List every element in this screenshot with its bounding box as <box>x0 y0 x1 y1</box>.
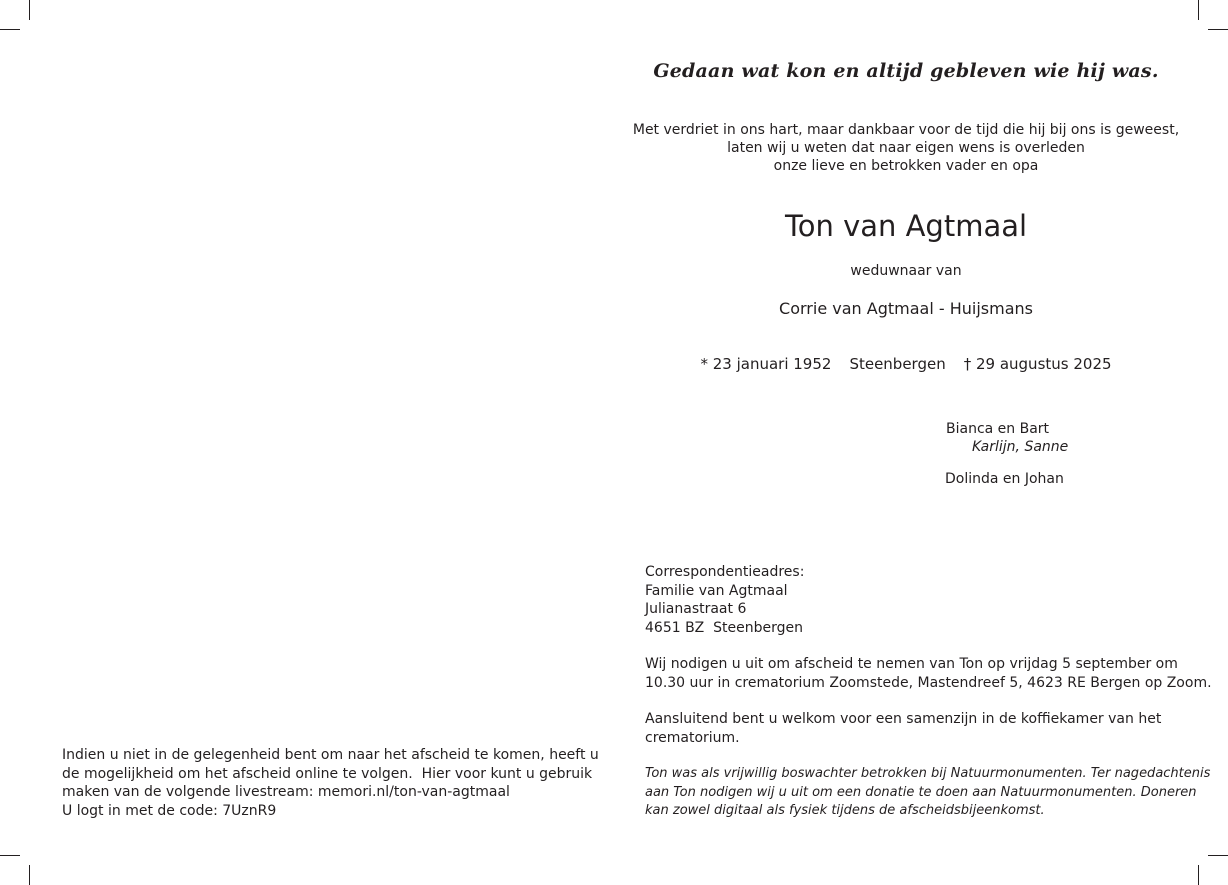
intro-text <box>620 121 1192 175</box>
livestream-info <box>62 746 599 820</box>
deceased-name: Ton van Agtmaal <box>784 209 1028 243</box>
crop-mark <box>29 0 30 20</box>
livestream-code: U logt in met de code: 7UznR9 <box>62 802 277 819</box>
crop-mark <box>1208 29 1228 30</box>
crop-mark <box>0 29 20 30</box>
spouse-name: Corrie van Agtmaal - Huijsmans <box>779 299 1033 318</box>
crop-mark <box>0 855 20 856</box>
gathering-text <box>645 710 1167 747</box>
life-dates <box>646 355 1166 373</box>
gathering-line: Aansluitend bent u welkom voor een samenzijn in de koffiekamer van het <box>645 711 1162 727</box>
birth-place: Steenbergen <box>849 355 946 373</box>
motto: Gedaan wat kon en altijd gebleven wie hij was. <box>653 60 1159 82</box>
crop-mark <box>29 865 30 885</box>
address-street: Julianastraat 6 <box>645 601 747 617</box>
donation-text <box>645 765 1211 821</box>
death-date: † 29 augustus 2025 <box>963 355 1112 373</box>
address-label: Correspondentieadres: <box>645 564 805 580</box>
donation-line: aan Ton nodigen wij u uit om een donatie te doen aan Natuurmonumenten. Doneren <box>645 784 1197 800</box>
grandchildren: Karlijn, Sanne <box>972 439 1069 455</box>
family-couple: Dolinda en Johan <box>945 471 1064 487</box>
livestream-line: Indien u niet in de gelegenheid bent om naar het afscheid te komen, heeft u <box>62 747 599 763</box>
livestream-line: de mogelijkheid om het afscheid online te volgen. Hier voor kunt u gebruik <box>62 765 593 782</box>
donation-line: Ton was als vrijwillig boswachter betrokken bij Natuurmonumenten. Ter nagedachtenis <box>645 766 1211 781</box>
invitation-line: Wij nodigen u uit om afscheid te nemen van Ton op vrijdag 5 september om <box>645 656 1178 672</box>
invitation-line: 10.30 uur in crematorium Zoomstede, Mastendreef 5, 4623 RE Bergen op Zoom. <box>645 674 1212 691</box>
address-name: Familie van Agtmaal <box>645 582 788 599</box>
crop-mark <box>1198 865 1199 885</box>
address-city: 4651 BZ Steenbergen <box>645 619 804 636</box>
crop-mark <box>1208 855 1228 856</box>
intro-line: onze lieve en betrokken vader en opa <box>773 158 1039 174</box>
gathering-line: crematorium. <box>645 729 740 746</box>
widow-label: weduwnaar van <box>850 263 962 279</box>
crop-mark <box>1198 0 1199 20</box>
invitation-text <box>645 655 1212 692</box>
correspondence-address <box>645 563 804 637</box>
livestream-line: maken van de volgende livestream: memori.nl/ton-van-agtmaal <box>62 784 510 800</box>
intro-line: laten wij u weten dat naar eigen wens is overleden <box>727 140 1085 156</box>
intro-line: Met verdriet in ons hart, maar dankbaar voor de tijd die hij bij ons is geweest, <box>632 122 1180 138</box>
donation-line: kan zowel digitaal als fysiek tijdens de afscheidsbijeenkomst. <box>645 803 1045 818</box>
birth-date: * 23 januari 1952 <box>700 355 832 373</box>
family-couple: Bianca en Bart <box>946 421 1050 437</box>
